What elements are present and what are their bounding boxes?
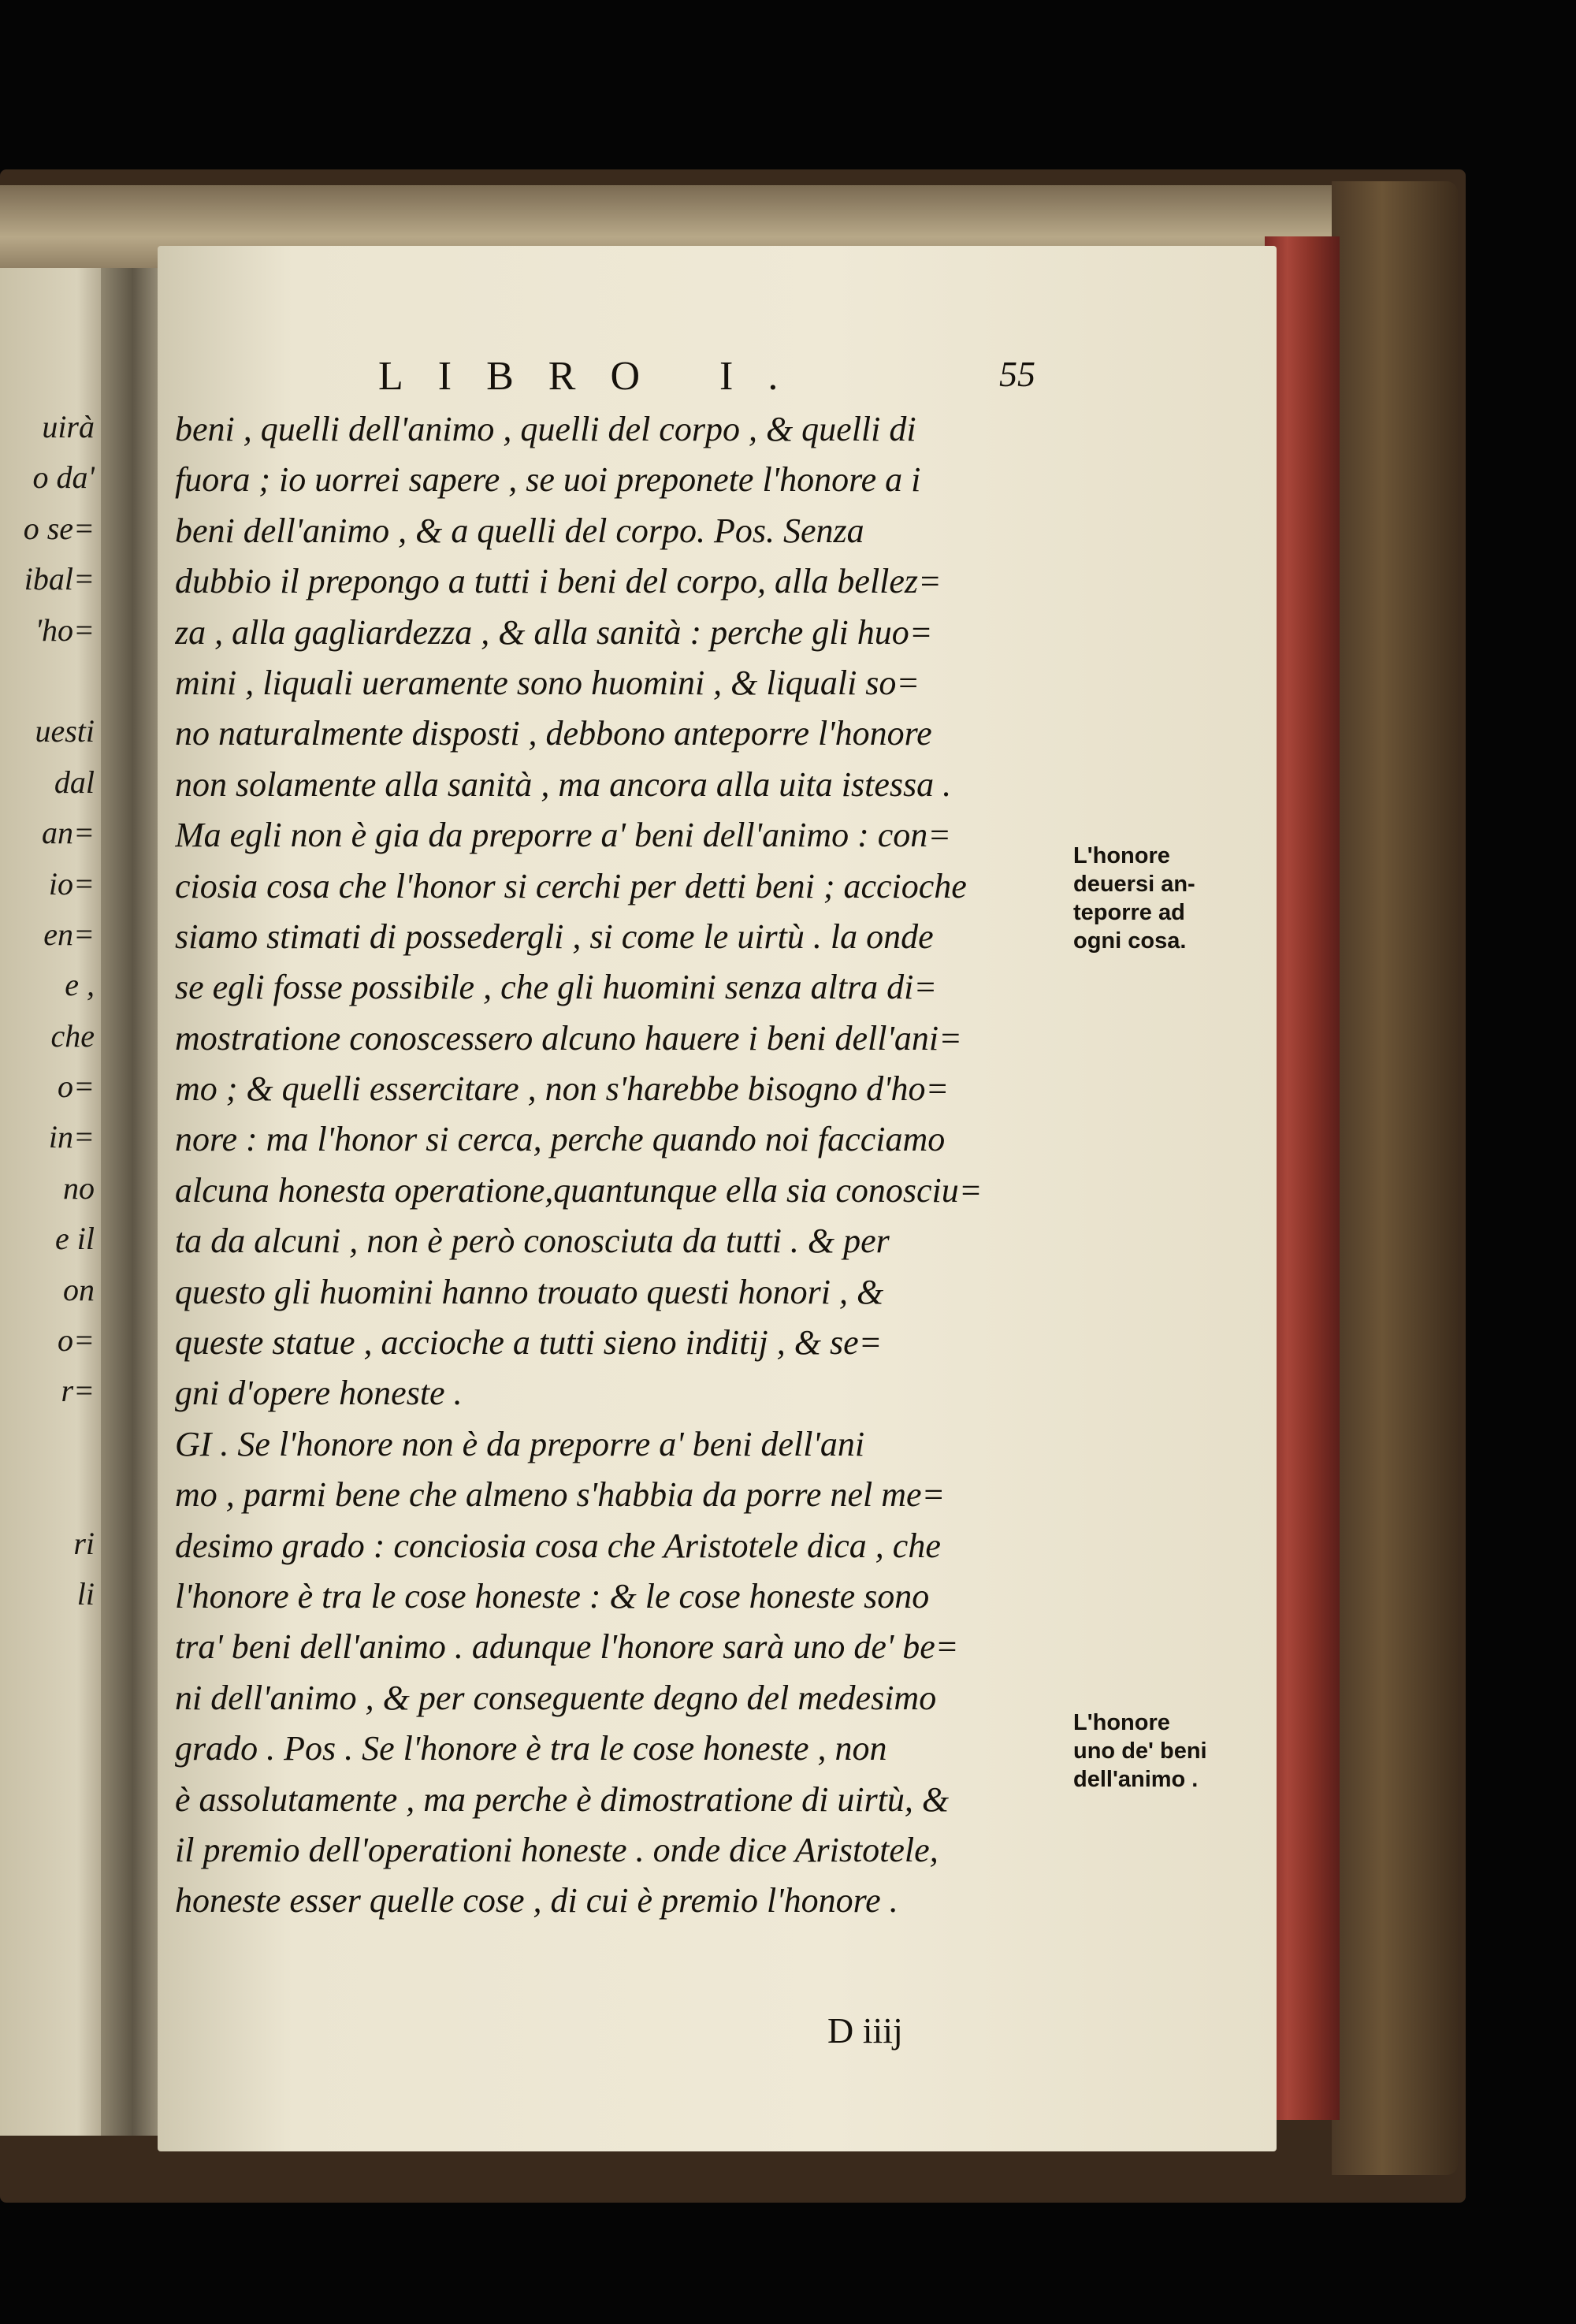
margin-note-honore-anteporre	[1073, 842, 1247, 955]
text-line: grado . Pos . Se l'honore è tra le cose honeste , non	[175, 1729, 887, 1768]
left-page-line: io=	[48, 865, 95, 902]
margin-note-line: ogni cosa.	[1073, 928, 1187, 954]
left-page-line	[0, 1671, 95, 1721]
left-page-line: on	[63, 1271, 95, 1307]
left-page-line: in=	[48, 1119, 95, 1155]
text-line: ta da alcuni , non è però conosciuta da tutti . & per	[175, 1221, 890, 1261]
text-line: siamo stimati di possedergli , si come le uirtù . la onde	[175, 917, 934, 956]
left-page-line: o se=	[23, 510, 95, 546]
margin-note-line: L'honore	[1073, 843, 1170, 868]
text-line: mo , parmi bene che almeno s'habbia da porre nel me=	[175, 1475, 946, 1515]
text-line: Ma egli non è gia da preporre a' beni dell'animo : con=	[175, 816, 951, 855]
left-page-line: che	[50, 1017, 95, 1054]
margin-note-line: teporre ad	[1073, 900, 1185, 925]
text-line: gni d'opere honeste .	[175, 1374, 463, 1413]
left-page-line	[0, 1619, 95, 1670]
text-line: beni , quelli dell'animo , quelli del corpo , & quelli di	[175, 410, 916, 448]
left-page-line	[0, 1467, 95, 1518]
left-page-line: no	[63, 1169, 95, 1206]
signature-mark: D iiij	[827, 2010, 903, 2051]
margin-note-line: deuersi an-	[1073, 872, 1195, 897]
text-line: tra' beni dell'animo . adunque l'honore sarà uno de' be=	[175, 1627, 959, 1667]
text-line: mostratione conoscessero alcuno hauere i beni dell'ani=	[175, 1018, 962, 1058]
text-line: il premio dell'operationi honeste . onde dice Aristotele,	[175, 1830, 939, 1869]
text-line: dubbio il prepongo a tutti i beni del corpo, alla bellez=	[175, 562, 942, 601]
text-line: è assolutamente , ma perche è dimostratione di uirtù, &	[175, 1779, 950, 1819]
text-line: za , alla gagliardezza , & alla sanità : perche gli huo=	[175, 612, 933, 652]
left-page-line: dal	[54, 764, 95, 800]
text-line: no naturalmente disposti , debbono anteporre l'honore	[175, 714, 932, 753]
text-line: nore : ma l'honor si cerca, perche quando noi facciamo	[175, 1120, 946, 1159]
left-page-text-fragments	[0, 402, 95, 1721]
text-line: desimo grado : conciosia cosa che Aristotele dica , che	[175, 1526, 941, 1565]
text-line: ni dell'animo , & per conseguente degno del medesimo	[175, 1678, 937, 1717]
text-line: queste statue , accioche a tutti sieno inditij , & se=	[175, 1323, 883, 1363]
text-line: mini , liquali ueramente sono huomini , & liquali so=	[175, 663, 920, 702]
margin-note-honore-beni-animo	[1073, 1709, 1247, 1794]
left-page-line: 'ho=	[35, 612, 95, 648]
left-page-line: e il	[55, 1221, 95, 1257]
left-page-line: uirà	[42, 409, 95, 444]
left-page-line: li	[76, 1575, 95, 1612]
running-head: LIBRO I.	[378, 354, 813, 399]
left-page-line: o=	[58, 1069, 95, 1105]
left-page-line: e ,	[65, 967, 95, 1003]
left-page-line	[0, 656, 95, 706]
text-line: honeste esser quelle cose , di cui è premio l'honore .	[175, 1881, 898, 1921]
text-line: questo gli huomini hanno trouato questi honori , &	[175, 1272, 884, 1311]
left-page-line: ri	[73, 1525, 95, 1561]
left-page-line	[0, 1417, 95, 1467]
text-line: beni dell'animo , & a quelli del corpo. Pos. Senza	[175, 511, 864, 550]
left-page-line: o da'	[32, 459, 95, 496]
left-page-line: r=	[61, 1373, 95, 1409]
left-page-line: ibal=	[24, 561, 95, 597]
left-page-line: uesti	[35, 713, 95, 749]
margin-note-line: uno de' beni	[1073, 1738, 1207, 1764]
main-text-block	[175, 404, 1057, 1927]
text-line: mo ; & quelli essercitare , non s'harebbe bisogno d'ho=	[175, 1069, 950, 1109]
book-cover-edge	[1332, 181, 1458, 2175]
margin-note-line: dell'animo .	[1073, 1767, 1199, 1792]
left-page-line: en=	[43, 916, 95, 952]
text-line: l'honore è tra le cose honeste : & le cose honeste sono	[175, 1576, 930, 1616]
text-line: fuora ; io uorrei sapere , se uoi preponete l'honore a i	[175, 460, 921, 500]
text-line: ciosia cosa che l'honor si cerchi per detti beni ; accioche	[175, 866, 967, 905]
text-line: GI . Se l'honore non è da preporre a' beni dell'ani	[175, 1424, 865, 1463]
folio-number: 55	[999, 354, 1035, 394]
text-line: alcuna honesta operatione,quantunque ella sia conosciu=	[175, 1170, 983, 1210]
margin-note-line: L'honore	[1073, 1710, 1170, 1735]
text-line: non solamente alla sanità , ma ancora alla uita istessa .	[175, 764, 952, 804]
text-line: se egli fosse possibile , che gli huomini senza altra di=	[175, 968, 938, 1007]
left-page-line: an=	[42, 815, 95, 851]
left-page-line: o=	[58, 1322, 95, 1359]
